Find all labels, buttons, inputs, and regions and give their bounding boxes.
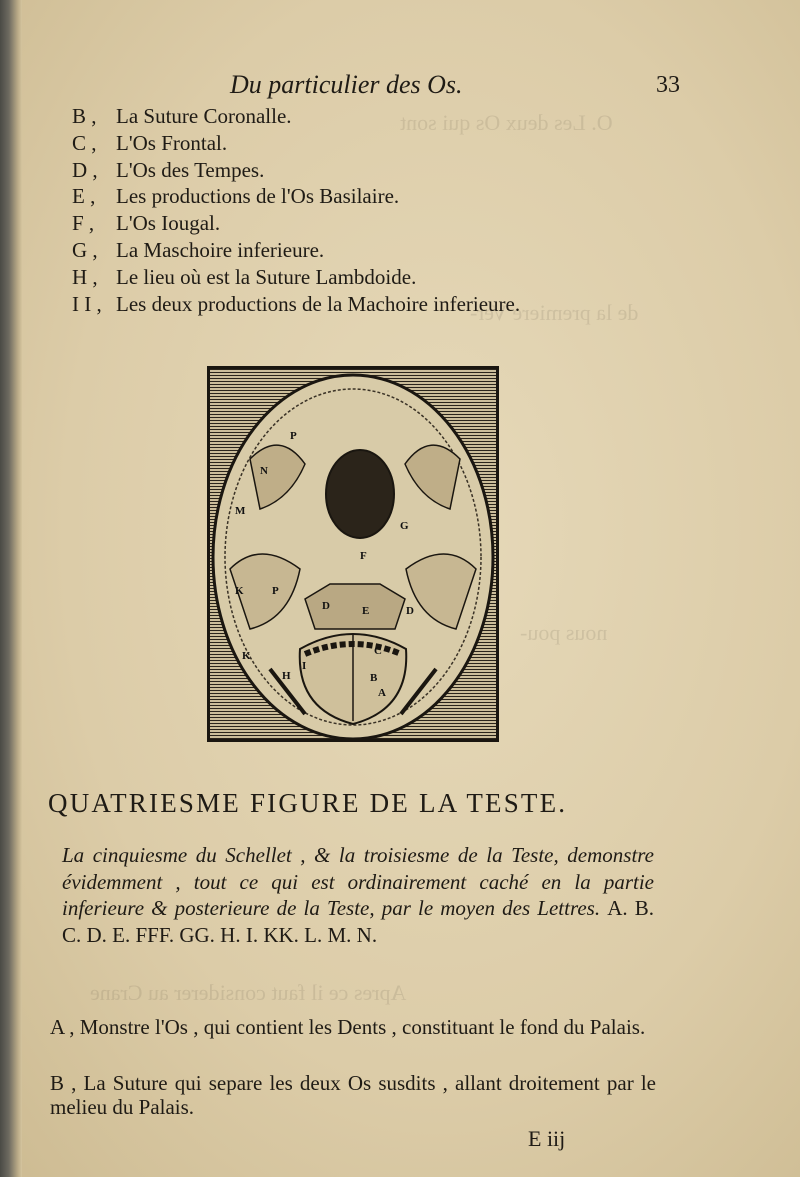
legend-text: Les deux productions de la Machoire inferieure. xyxy=(116,291,521,316)
legend-key: G , xyxy=(72,237,98,262)
figure-letter: D xyxy=(406,605,414,617)
legend-key: I I , xyxy=(72,291,102,316)
figure-letter: B xyxy=(370,672,378,684)
running-title: Du particulier des Os. xyxy=(230,70,463,99)
page-number: 33 xyxy=(656,72,680,98)
figure-letter: C xyxy=(374,645,382,657)
figure-letter: M xyxy=(235,505,246,517)
legend-item xyxy=(72,211,672,238)
legend-text: L'Os Frontal. xyxy=(116,130,228,155)
figure-caption xyxy=(62,842,654,948)
signature-mark: E iij xyxy=(528,1126,566,1151)
figure-letter: E xyxy=(362,605,370,617)
legend-text: Le lieu où est la Suture Lambdoide. xyxy=(116,264,417,289)
bleed-through: O. Les deux Os qui sont xyxy=(400,110,613,135)
foramen-magnum xyxy=(326,450,394,538)
caption-text: La cinquiesme du Schellet , & la troisiesme de la Teste, demonstre évidemment , tout ce qui est ordinairement caché en la partie inferieure & posterieure de la Teste, par le moyen des Lettres. xyxy=(62,843,654,920)
legend-item xyxy=(72,184,672,211)
legend-text: La Suture Coronalle. xyxy=(116,104,292,128)
body-paragraph: B , La Suture qui separe les deux Os susdits , allant droitement par le melieu du Palais. xyxy=(50,1071,656,1119)
basilar-region xyxy=(305,584,405,629)
legend-key: F , xyxy=(72,211,95,236)
figure-legend xyxy=(72,104,672,318)
section-title: QUATRIESME FIGURE DE LA TESTE. xyxy=(48,788,568,818)
figure-letter: H xyxy=(282,670,291,682)
legend-text: La Maschoire inferieure. xyxy=(116,237,325,262)
figure-letter: P xyxy=(290,430,297,442)
body-paragraph: A , Monstre l'Os , qui contient les Dents , constituant le fond du Palais. xyxy=(50,1015,646,1039)
figure-letter: N xyxy=(260,465,268,477)
legend-key: E , xyxy=(72,184,96,209)
legend-item xyxy=(72,158,672,185)
skull-base-illustration xyxy=(210,369,496,739)
page-header xyxy=(230,70,680,102)
legend-item xyxy=(72,104,672,131)
bleed-through: de la premiere Ver- xyxy=(470,300,639,325)
legend-key: D , xyxy=(72,157,98,182)
figure-letter: D xyxy=(322,600,330,612)
legend-text: L'Os Iougal. xyxy=(116,211,221,236)
figure-letter: I xyxy=(302,660,307,672)
figure-letter: K xyxy=(235,585,244,597)
legend-item xyxy=(72,131,672,158)
book-spine xyxy=(0,0,22,1177)
legend-key: H , xyxy=(72,264,98,289)
legend-item xyxy=(72,265,672,292)
legend-text: Les productions de l'Os Basilaire. xyxy=(116,184,400,209)
figure-letter: P xyxy=(272,585,279,597)
figure-letter: A xyxy=(378,687,386,699)
caption-letters: A. B. C. D. E. FFF. GG. H. I. KK. L. M. N. xyxy=(62,896,655,947)
skull-engraving xyxy=(207,366,499,742)
bleed-through: nous pou- xyxy=(520,620,608,645)
bleed-through: Apres ce il faut considerer au Crane xyxy=(90,980,407,1005)
legend-key: C , xyxy=(72,130,97,155)
figure-letter: K xyxy=(242,650,251,662)
legend-item xyxy=(72,238,672,265)
figure-letter: F xyxy=(360,550,367,562)
figure-letter: G xyxy=(400,520,409,532)
legend-key: B , xyxy=(72,104,97,128)
legend-text: L'Os des Tempes. xyxy=(116,157,265,182)
legend-item xyxy=(72,292,672,319)
